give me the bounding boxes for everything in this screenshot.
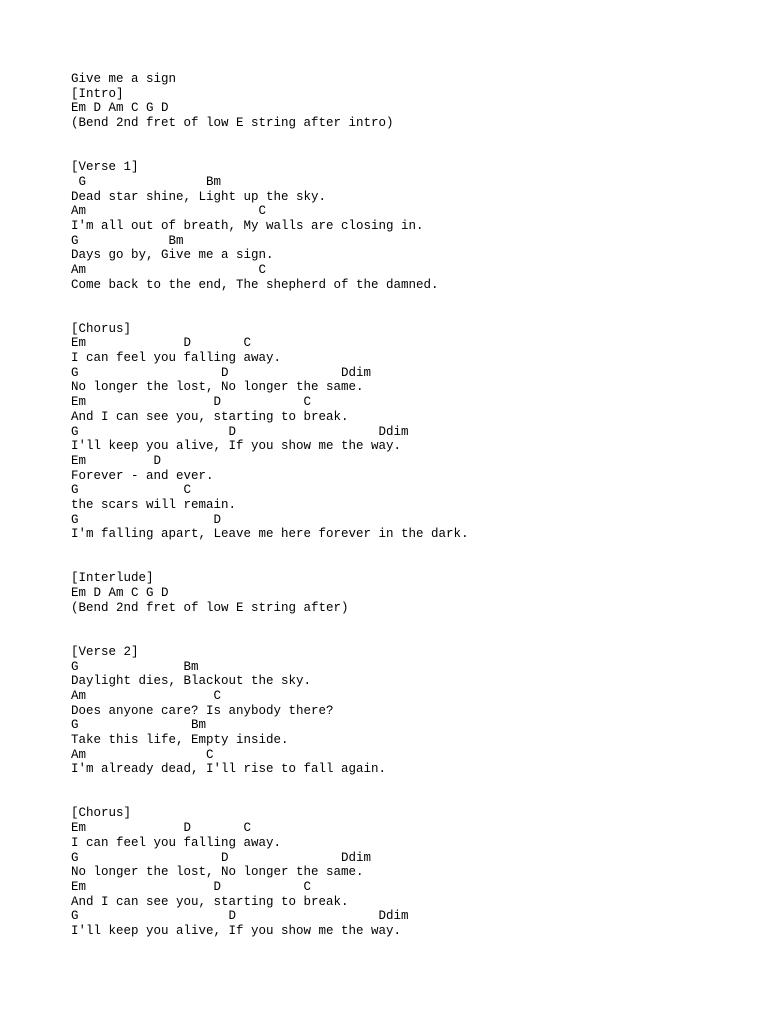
chord-line: Am C: [71, 688, 222, 703]
lyric-line: Take this life, Empty inside.: [71, 733, 289, 747]
section-gap: [71, 292, 751, 321]
verse-2-section: [71, 645, 751, 777]
chord-line: G Bm: [71, 174, 222, 189]
chord-line: G Bm: [71, 659, 199, 674]
lyric-line: And I can see you, starting to break.: [71, 894, 349, 909]
section-header: [Interlude]: [71, 571, 154, 586]
lyric-line: Forever - and ever.: [71, 468, 214, 483]
section-header: [Verse 2]: [71, 644, 139, 659]
chorus-section: [71, 322, 751, 542]
chord-line: G D: [71, 512, 222, 527]
section-gap: [71, 777, 751, 806]
chord-line: Am C: [71, 262, 267, 277]
verse-1-section: [71, 160, 751, 292]
lyric-line: I can feel you falling away.: [71, 351, 282, 366]
chord-line: Em D C: [71, 879, 312, 894]
section-gap: [71, 542, 751, 571]
chord-line: Em D: [71, 453, 162, 468]
lyric-line: Days go by, Give me a sign.: [71, 248, 274, 263]
chord-line: G C: [71, 483, 192, 498]
lyric-line: I'm already dead, I'll rise to fall again.: [71, 762, 387, 777]
lyric-line: And I can see you, starting to break.: [71, 409, 349, 424]
lyric-line: Daylight dies, Blackout the sky.: [71, 674, 312, 689]
note-line: (Bend 2nd fret of low E string after intro): [71, 116, 394, 131]
chord-line: Em D C: [71, 336, 252, 351]
chord-line: Am C: [71, 204, 267, 219]
section-gap: [71, 615, 751, 644]
chord-line: G D Ddim: [71, 365, 372, 380]
section-header: [Verse 1]: [71, 160, 139, 175]
chord-line: Em D C: [71, 395, 312, 410]
chord-line: Am C: [71, 747, 214, 762]
chord-line: Em D Am C G D: [71, 586, 169, 601]
chorus-repeat-section: [71, 806, 751, 938]
chord-line: Em D C: [71, 821, 252, 836]
song-title: Give me a sign: [71, 72, 177, 86]
lyric-line: the scars will remain.: [71, 497, 237, 512]
lyric-line: I'm falling apart, Leave me here forever in the dark.: [71, 527, 469, 542]
chord-line: G D Ddim: [71, 909, 409, 924]
lyric-line: Come back to the end, The shepherd of the damned.: [71, 277, 439, 292]
section-header: [Intro]: [71, 86, 124, 101]
lyric-line: I'll keep you alive, If you show me the way.: [71, 439, 402, 454]
section-gap: [71, 131, 751, 160]
lyric-line: Dead star shine, Light up the sky.: [71, 189, 327, 204]
lyric-line: Does anyone care? Is anybody there?: [71, 703, 334, 718]
chord-line: G Bm: [71, 233, 184, 248]
lyric-line: No longer the lost, No longer the same.: [71, 865, 364, 880]
section-header: [Chorus]: [71, 806, 132, 821]
chord-sheet: [71, 72, 751, 939]
chord-line: G D Ddim: [71, 850, 372, 865]
chord-line: G D Ddim: [71, 424, 409, 439]
interlude-section: [71, 571, 751, 615]
intro-section: [71, 72, 751, 131]
lyric-line: No longer the lost, No longer the same.: [71, 380, 364, 395]
chord-line: G Bm: [71, 718, 207, 733]
chord-line: Em D Am C G D: [71, 101, 169, 116]
note-line: (Bend 2nd fret of low E string after): [71, 600, 349, 615]
lyric-line: I can feel you falling away.: [71, 835, 282, 850]
lyric-line: I'm all out of breath, My walls are closing in.: [71, 218, 424, 233]
section-header: [Chorus]: [71, 321, 132, 336]
lyric-line: I'll keep you alive, If you show me the way.: [71, 923, 402, 938]
